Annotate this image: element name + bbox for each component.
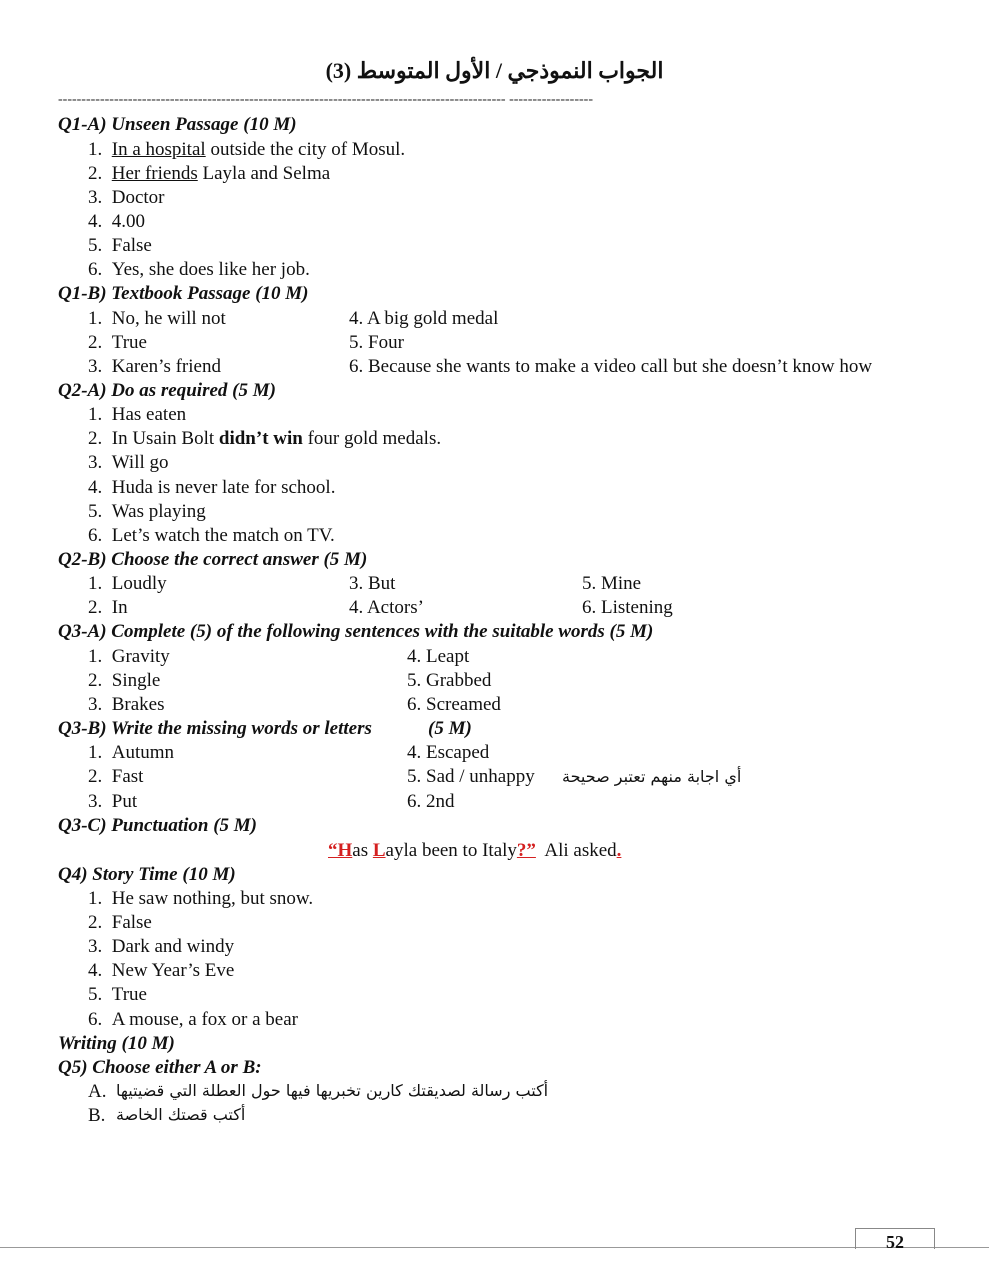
list-item: 3. Dark and windy — [88, 936, 235, 957]
list-item: 6. A mouse, a fox or a bear — [88, 1009, 298, 1030]
list-item: 1. No, he will not — [88, 308, 226, 329]
q5-heading: Q5) Choose either A or B: — [58, 1057, 262, 1078]
list-item: 6. Screamed — [407, 694, 501, 715]
list-item: 4. 4.00 — [88, 211, 145, 232]
page-title: الجواب النموذجي / الأول المتوسط (3) — [325, 58, 664, 83]
list-item: 3. Will go — [88, 452, 169, 473]
punctuation-answer: “Has Layla been to Italy?” Ali asked. — [328, 840, 622, 861]
list-item: 3. Put — [88, 791, 138, 812]
list-item: 1. Gravity — [88, 646, 170, 667]
list-item: 6. Yes, she does like her job. — [88, 259, 310, 280]
list-item: 3. But — [349, 573, 396, 594]
q4-heading: Q4) Story Time (10 M) — [58, 864, 236, 885]
list-item: 4. Huda is never late for school. — [88, 477, 336, 498]
list-item: 3. Doctor — [88, 187, 165, 208]
list-item: 6. Because she wants to make a video call but she doesn’t know how — [349, 356, 873, 377]
page-number: 52 — [855, 1228, 935, 1249]
list-item: 2. False — [88, 912, 152, 933]
list-item: 4. Escaped — [407, 742, 490, 763]
writing-heading: Writing (10 M) — [58, 1033, 175, 1054]
list-item: 2. Fast — [88, 766, 144, 787]
list-item: 4. Actors’ — [349, 597, 424, 618]
separator-dashes: ------------------------------------------------------------------------------------------------ ------------------ — [58, 92, 593, 107]
list-item: 2. Single — [88, 670, 161, 691]
list-item: 4. New Year’s Eve — [88, 960, 235, 981]
list-item: 1. Has eaten — [88, 404, 187, 425]
list-item: 2. In Usain Bolt didn’t win four gold medals. — [88, 428, 442, 449]
list-item: 5. False — [88, 235, 152, 256]
footer-rule — [0, 1247, 989, 1248]
list-item: 5. Four — [349, 332, 404, 353]
list-item: 5. True — [88, 984, 147, 1005]
list-item: 2. Her friends Layla and Selma — [88, 163, 331, 184]
list-item: 1. Autumn — [88, 742, 175, 763]
list-item: 2. True — [88, 332, 147, 353]
list-item: 3. Karen’s friend — [88, 356, 221, 377]
list-item: 1. In a hospital outside the city of Mosul. — [88, 139, 406, 160]
list-item: 6. Let’s watch the match on TV. — [88, 525, 335, 546]
list-item: 5. Mine — [582, 573, 642, 594]
option-b-label: B. — [88, 1105, 106, 1126]
option-b-text: أكتب قصتك الخاصة — [116, 1105, 246, 1124]
q1a-heading: Q1-A) Unseen Passage (10 M) — [58, 114, 297, 135]
list-item: 4. A big gold medal — [349, 308, 499, 329]
list-item: 4. Leapt — [407, 646, 470, 667]
q2a-heading: Q2-A) Do as required (5 M) — [58, 380, 276, 401]
list-item: 5. Sad / unhappy — [407, 766, 535, 787]
q3b-heading: Q3-B) Write the missing words or letters — [58, 718, 372, 739]
list-item: 5. Grabbed — [407, 670, 492, 691]
option-a-text: أكتب رسالة لصديقتك كارين تخبريها فيها حول العطلة التي قضيتيها — [116, 1081, 549, 1100]
q1b-heading: Q1-B) Textbook Passage (10 M) — [58, 283, 309, 304]
list-item: 1. Loudly — [88, 573, 167, 594]
q2b-heading: Q2-B) Choose the correct answer (5 M) — [58, 549, 368, 570]
list-item: 3. Brakes — [88, 694, 165, 715]
list-item: 5. Was playing — [88, 501, 206, 522]
q3c-heading: Q3-C) Punctuation (5 M) — [58, 815, 257, 836]
list-item: 6. Listening — [582, 597, 673, 618]
option-a-label: A. — [88, 1081, 107, 1102]
arabic-note: أي اجابة منهم تعتبر صحيحة — [562, 767, 742, 786]
list-item: 2. In — [88, 597, 128, 618]
list-item: 6. 2nd — [407, 791, 455, 812]
q3a-heading: Q3-A) Complete (5) of the following sentences with the suitable words (5 M) — [58, 621, 654, 642]
list-item: 1. He saw nothing, but snow. — [88, 888, 314, 909]
q3b-marks: (5 M) — [428, 718, 472, 739]
